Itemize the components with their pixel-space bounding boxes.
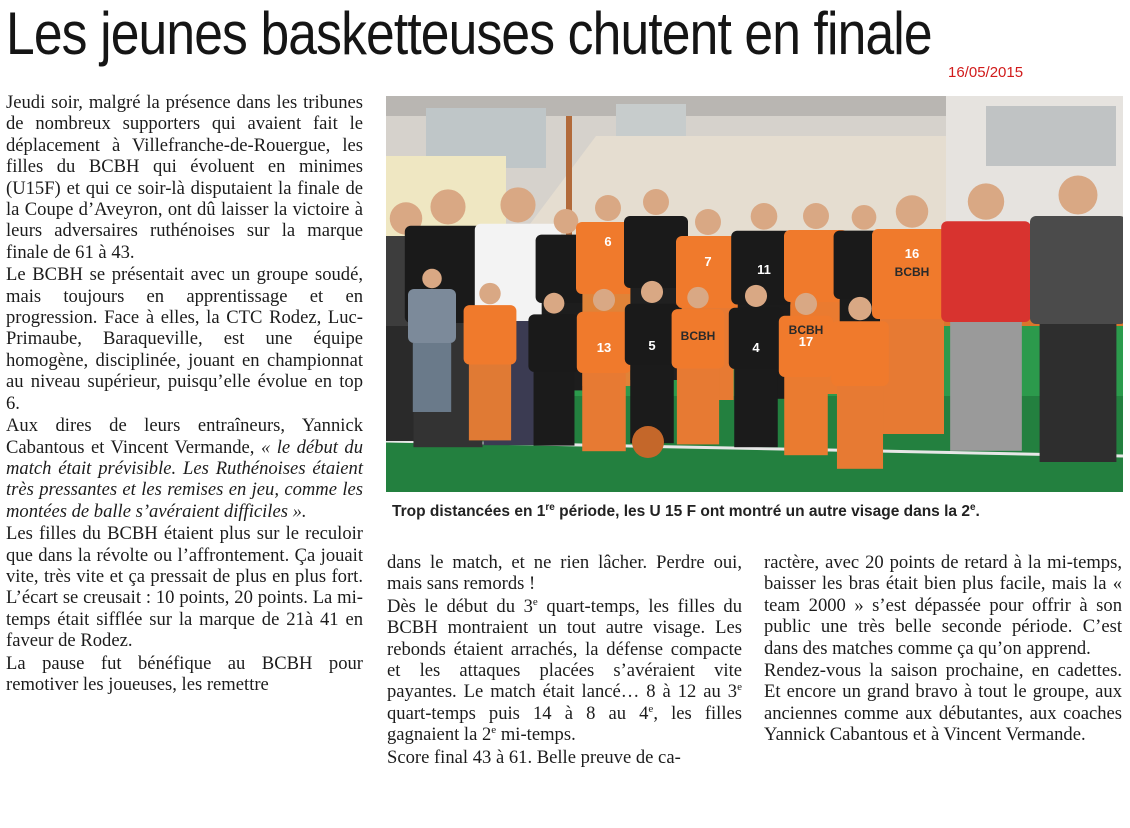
ordinal-superscript: e [491,724,497,737]
team-photo [386,96,1123,492]
basketball-icon [632,426,664,458]
paragraph: La pause fut bénéfique au BCBH pour remotiver les joueuses, les remettre [6,652,363,695]
jersey-number: 17 [798,334,814,349]
jersey-shirt-text: BCBH [788,323,824,337]
ordinal-superscript: e [532,595,538,608]
jersey-number: 16 [904,246,920,261]
caption-text: Trop distancées en 1 [392,503,546,520]
team-photo-image [386,96,1123,492]
jersey-number: 6 [604,234,612,249]
person-figure [1030,176,1123,463]
coach-quote: « le début du match était prévisible. Les Ruthénoises étaient très pressantes et les remises en jeu, comme les montées de balle s’avéraient difficiles ». [6,436,363,522]
person-figure [831,297,889,469]
person-figure [528,293,579,446]
person-figure [577,289,631,451]
person-figure [872,195,952,434]
text-run: , les filles gagnaient la 2 [387,702,743,746]
paragraph: Score final 43 à 61. Belle preuve de ca- [387,746,681,768]
jersey-shirt-text: BCBH [894,265,930,279]
caption-text: période, les U 15 F ont montré un autre visage dans la 2 [554,503,970,520]
jersey-number: 11 [757,262,771,277]
caption-superscript: e [969,501,976,513]
person-figure [672,287,725,445]
text-run: quart-temps, les filles du BCBH montraient un tout autre visage. Les rebonds étaient arrachés, la défense compacte et les attaques placées s’avéraient vite payantes. Le match était lancé… 8 à 12 au 3 [387,595,742,703]
paragraph: Rendez-vous la saison prochaine, en cadettes. Et encore un grand bravo à tout le groupe, aux anciennes comme aux débutantes, aux coaches Yannick Cabantous et à Vincent Vermande. [764,660,1122,746]
paragraph: dans le match, et ne rien lâcher. Perdre oui, mais sans remords ! [387,552,742,595]
article-headline: Les jeunes basketteuses chutent en finale [6,0,932,67]
person-figure [408,269,456,412]
jersey-shirt-text: BCBH [680,329,716,343]
paragraph: Jeudi soir, malgré la présence dans les tribunes de nombreux supporters qui avaient fait le déplacement à Villefranche-de-Rouergue, les filles du BCBH qui évoluent en minimes (U15F) et qui ce soir-là disputaient la finale de la Coupe d’Aveyron, ont dû laisser la victoire à leurs adversaires ruthénoises sur la marque finale de 61 à 43. [6,92,363,263]
text-run: Dès le début du 3 [387,595,533,617]
article-column-3 [764,552,1122,746]
paragraph: Le BCBH se présentait avec un groupe soudé, mais toujours en apprentissage et en progression. Face à elles, la CTC Rodez, Luc-Primaube, Baraqueville, est une équipe homogène, disciplinée, jouant en championnat au niveau supérieur, puisqu’elle évolue en top 6. [6,264,363,414]
paragraph [6,415,363,522]
person-figure [941,183,1031,450]
jersey-number: 5 [648,338,656,353]
ordinal-superscript: e [737,681,742,694]
text-run: quart-temps puis 14 à 8 au 4 [387,702,649,724]
person-figure [464,283,517,441]
article-column-1 [6,92,363,695]
caption-text: . [975,503,980,520]
caption-superscript: re [545,501,555,513]
article-column-2 [387,552,742,768]
paragraph-lead: Aux dires de leurs entraîneurs, Yannick Cabantous et Vincent Vermande, [6,415,363,458]
paragraph [387,596,742,746]
photo-caption [392,503,1126,521]
text-run: mi-temps. [496,724,576,746]
person-figure [729,285,783,447]
jersey-number: 4 [752,340,760,355]
ordinal-superscript: e [648,702,654,715]
jersey-number: 7 [704,254,712,269]
article-date: 16/05/2015 [948,64,1024,81]
person-figure [625,281,679,443]
paragraph: Les filles du BCBH étaient plus sur le reculoir que dans la révolte ou l’affrontement. Ça jouait vite, très vite et ça pressait de plus en plus fort. L’écart se creusait : 10 points, 20 points. La mi-temps était sifflée sur la marque de 21à 41 en faveur de Rodez. [6,523,363,652]
paragraph: ractère, avec 20 points de retard à la mi-temps, baisser les bras était bien plus facile, mais la « team 2000 » s’est dépassée pour offrir à son public une très belle seconde période. C’est dans des matches comme ça qu’on apprend. [764,552,1122,659]
person-figure [779,293,833,455]
jersey-number: 13 [596,340,612,355]
